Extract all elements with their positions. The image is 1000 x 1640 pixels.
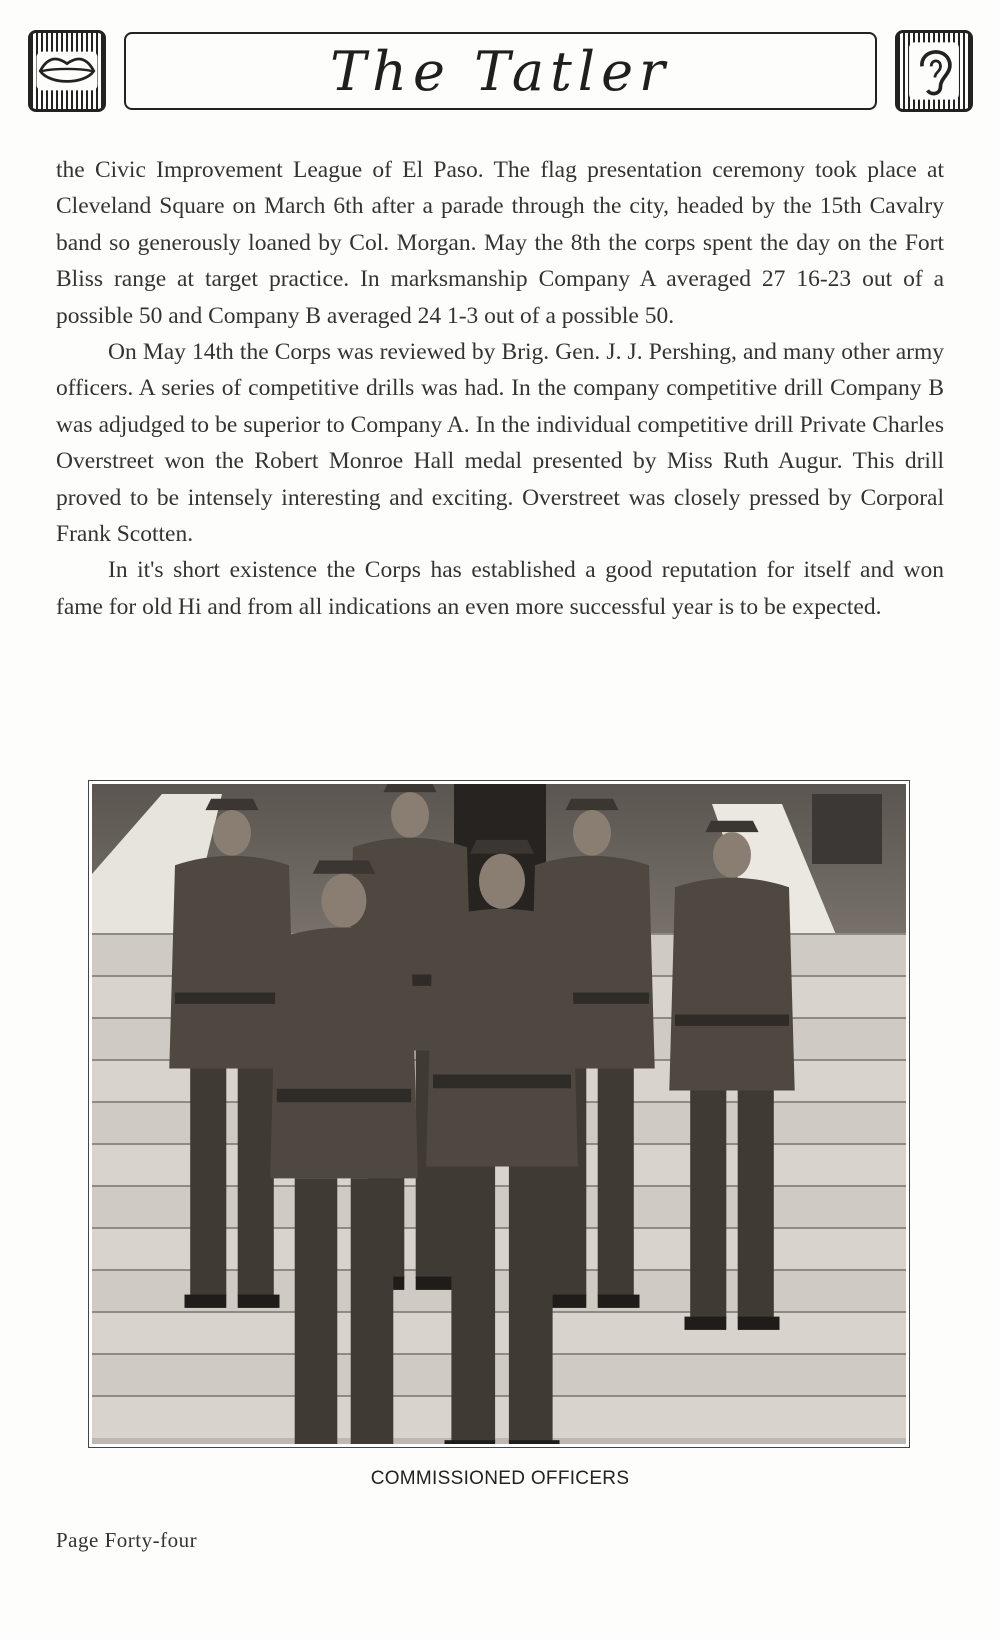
article-paragraph: the Civic Improvement League of El Paso. The flag presentation ceremony took place at Cleveland Square on March 6th after a parade through the city, headed by the 15th Cavalry band so generously loaned by Col. Morgan. May the 8th the corps spent the day on the Fort Bliss range at target practice. In marksmanship Company A averaged 27 16-23 out of a possible 50 and Company B averaged 24 1-3 out of a possible 50. (56, 157, 944, 329)
officer-leg (451, 1167, 495, 1443)
stair-step (92, 1396, 906, 1438)
ear-icon (895, 30, 973, 112)
officer-tunic (426, 909, 578, 1167)
photo-caption: COMMISSIONED OFFICERS (370, 1468, 630, 1489)
officer-cap (705, 821, 758, 832)
officer-shoe (238, 1295, 280, 1308)
officer-shoe (416, 1277, 458, 1290)
article-body (56, 152, 944, 625)
officer-belt (277, 1089, 411, 1102)
officer-leg (190, 1069, 226, 1297)
officer-cap (565, 799, 618, 810)
article-paragraph: In it's short existence the Corps has established a good reputation for itself and won fame for old Hi and from all indications an even more successful year is to be expected. (56, 557, 944, 620)
officer-cap (383, 784, 436, 792)
officer-cap (313, 860, 376, 873)
page-number: Page Forty-four (56, 1528, 198, 1552)
officer-belt (433, 1075, 571, 1089)
officer-shoe (738, 1317, 780, 1330)
officer-leg (351, 1178, 394, 1444)
lips-icon (28, 30, 106, 112)
officer-leg (598, 1069, 634, 1297)
officer-shoe (185, 1295, 227, 1308)
officer-head (479, 854, 525, 909)
officer-cap (470, 840, 534, 854)
officer-shoe (685, 1317, 727, 1330)
officer-tunic (669, 878, 794, 1091)
officer-head (713, 832, 751, 878)
publication-title: The Tatler (330, 39, 671, 103)
officer-head (391, 792, 429, 838)
officer-shoe (445, 1440, 496, 1444)
group-photo (88, 780, 910, 1448)
officer-tunic (270, 928, 418, 1179)
officer-leg (690, 1091, 726, 1319)
officer-leg (238, 1069, 274, 1297)
officer-cap (205, 799, 258, 810)
officer-belt (675, 1015, 789, 1026)
officer-shoe (598, 1295, 640, 1308)
stair-step (92, 1354, 906, 1396)
masthead-title-box (124, 32, 877, 110)
officer-leg (509, 1167, 553, 1443)
masthead (28, 30, 973, 112)
article-paragraph: On May 14th the Corps was reviewed by Brig. Gen. J. J. Pershing, and many other army officers. A series of competitive drills was had. In the company competitive drill Company B was adjudged to be superior to Company A. In the individual competitive drill Private Charles Overstreet won the Robert Monroe Hall medal presented by Miss Ruth Augur. This drill proved to be intensely interesting and exciting. Overstreet was closely pressed by Corporal Frank Scotten. (56, 339, 944, 548)
stair-step (92, 1312, 906, 1354)
officer-leg (738, 1091, 774, 1319)
officer-head (213, 810, 251, 856)
officer-head (322, 874, 367, 928)
officer-shoe (509, 1440, 560, 1444)
officer-head (573, 810, 611, 856)
officer-leg (295, 1178, 338, 1444)
officer-belt (175, 993, 289, 1004)
